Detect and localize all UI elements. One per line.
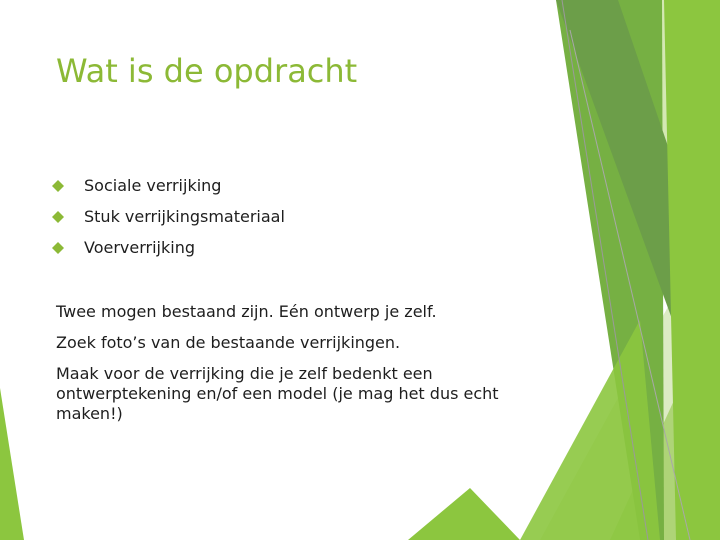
bullet-list — [50, 172, 285, 265]
right-facet-bottom-wedge — [520, 320, 660, 540]
paragraph: Zoek foto’s van de bestaande verrijkingen. — [56, 333, 401, 352]
bullet-item — [50, 172, 285, 203]
slide-title: Wat is de opdracht — [56, 52, 358, 90]
paragraph: Twee mogen bestaand zijn. Eén ontwerp je zelf. — [56, 302, 437, 321]
bullet-label: Sociale verrijking — [84, 176, 222, 195]
left-green-strip — [0, 388, 24, 540]
body-text — [56, 302, 526, 435]
diamond-bullet-icon — [52, 180, 64, 192]
paragraph: Maak voor de verrijking die je zelf bedenkt een ontwerptekening en/of een model (je mag het dus echt maken!) — [56, 364, 499, 423]
right-facet-bottom-left — [408, 488, 520, 540]
bullet-label: Voerverrijking — [84, 238, 195, 257]
bullet-label: Stuk verrijkingsmateriaal — [84, 207, 285, 226]
bullet-item — [50, 203, 285, 234]
diamond-bullet-icon — [52, 211, 64, 223]
bullet-item — [50, 234, 285, 265]
diamond-bullet-icon — [52, 242, 64, 254]
